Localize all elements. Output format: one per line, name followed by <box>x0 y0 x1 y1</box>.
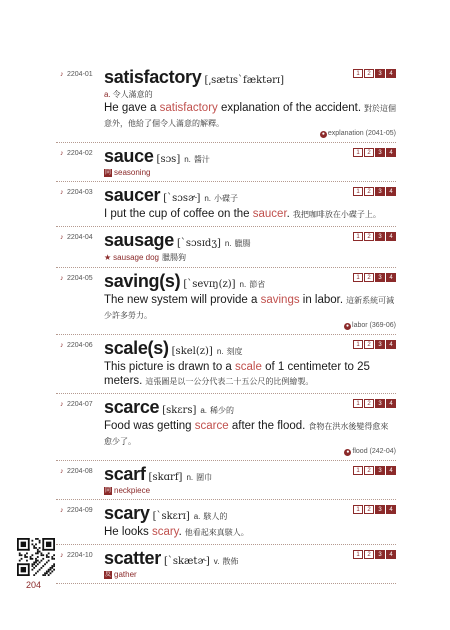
entry-number-text: 2204-05 <box>67 275 93 282</box>
pronunciation: [`sɔsɚ] <box>163 193 201 204</box>
level-mark-3: 3 <box>375 550 385 559</box>
qr-module <box>17 538 19 551</box>
audio-note-icon[interactable]: ♪ <box>60 71 64 78</box>
level-mark-1: 1 <box>353 232 363 241</box>
chinese-meaning: 稀少的 <box>210 406 235 415</box>
entry-7 <box>56 394 396 461</box>
cross-reference[interactable] <box>104 130 396 138</box>
qr-module <box>37 538 39 540</box>
reference-icon: ● <box>346 449 350 455</box>
cross-reference[interactable] <box>104 448 396 456</box>
level-mark-4: 4 <box>386 148 396 157</box>
qr-module <box>31 563 33 565</box>
qr-module <box>42 538 55 540</box>
qr-module <box>28 538 30 551</box>
qr-module <box>39 562 41 564</box>
entry-number-text: 2204-08 <box>67 468 93 475</box>
audio-note-icon[interactable]: ♪ <box>60 150 64 157</box>
qr-module <box>50 569 52 571</box>
qr-module <box>53 563 55 565</box>
headword: scale(s) <box>104 338 169 358</box>
example-after: . <box>286 208 290 220</box>
qr-module <box>39 547 41 549</box>
related-word <box>104 570 396 579</box>
level-marks <box>353 399 396 408</box>
entry-5 <box>56 268 396 335</box>
qr-module <box>31 543 33 545</box>
qr-module <box>39 542 41 544</box>
qr-code <box>17 538 55 576</box>
entry-number <box>60 342 93 349</box>
qr-module <box>37 556 39 558</box>
qr-module <box>46 556 48 558</box>
reference-text: flood (242-04) <box>352 448 396 455</box>
example-after: explanation of the accident. <box>217 102 362 114</box>
level-marks <box>353 69 396 78</box>
level-mark-3: 3 <box>375 466 385 475</box>
qr-module <box>35 558 37 560</box>
entry-number <box>60 234 93 241</box>
pronunciation: [skɛrs] <box>162 405 197 416</box>
qr-module <box>41 554 43 556</box>
phrase-line <box>104 252 396 263</box>
pronunciation: [skɑrf] <box>148 472 183 483</box>
qr-module <box>48 552 50 554</box>
qr-module <box>31 569 33 571</box>
level-mark-1: 1 <box>353 505 363 514</box>
related-word <box>104 168 396 177</box>
qr-module <box>17 549 30 551</box>
level-mark-2: 2 <box>364 69 374 78</box>
chinese-meaning: 令人滿意的 <box>112 90 153 99</box>
level-mark-2: 2 <box>364 505 374 514</box>
entry-3 <box>56 182 396 227</box>
qr-module <box>19 552 21 554</box>
level-mark-1: 1 <box>353 273 363 282</box>
level-mark-1: 1 <box>353 148 363 157</box>
level-mark-4: 4 <box>386 399 396 408</box>
qr-module <box>31 540 33 542</box>
entry-6 <box>56 335 396 394</box>
qr-module <box>42 554 44 556</box>
headword: sausage <box>104 230 174 250</box>
qr-module <box>33 567 35 569</box>
qr-module <box>46 571 48 573</box>
example-chinese: 這張圖是以一公分代表二十五公尺的比例繪製。 <box>145 377 314 386</box>
headword: scarf <box>104 464 146 484</box>
level-marks <box>353 505 396 514</box>
pronunciation: [`skætɚ] <box>163 556 210 567</box>
qr-module <box>19 560 21 562</box>
qr-module <box>37 549 39 551</box>
qr-module <box>35 572 37 574</box>
qr-module <box>37 552 39 554</box>
chinese-meaning: 節省 <box>249 280 266 289</box>
level-mark-3: 3 <box>375 399 385 408</box>
example-before: He looks <box>104 526 152 538</box>
entry-number-text: 2204-10 <box>67 552 93 559</box>
example-chinese: 我把咖啡放在小碟子上。 <box>292 210 381 219</box>
level-mark-3: 3 <box>375 505 385 514</box>
qr-module <box>51 571 53 573</box>
level-marks <box>353 187 396 196</box>
level-mark-4: 4 <box>386 273 396 282</box>
qr-module <box>17 563 30 565</box>
part-of-speech: a. <box>193 512 201 521</box>
example-chinese: 他看起來真駭人。 <box>184 528 249 537</box>
qr-module <box>30 558 32 560</box>
example-chinese: 食物在洪水後變得愈來愈少了。 <box>104 422 389 446</box>
example-highlight: scale <box>235 361 262 373</box>
qr-module <box>41 567 43 569</box>
antonym-box-icon: 同 <box>104 487 111 494</box>
entry-number-text: 2204-06 <box>67 342 93 349</box>
qr-module <box>33 547 35 549</box>
level-mark-1: 1 <box>353 550 363 559</box>
qr-module <box>35 543 37 545</box>
qr-module <box>41 552 43 554</box>
level-mark-1: 1 <box>353 399 363 408</box>
qr-module <box>21 558 23 560</box>
entry-number-text: 2204-07 <box>67 401 93 408</box>
example-sentence <box>104 207 396 222</box>
entry-number <box>60 552 93 559</box>
entry-number <box>60 275 93 282</box>
level-marks <box>353 148 396 157</box>
entry-number <box>60 507 93 514</box>
qr-module <box>42 538 44 551</box>
qr-module <box>26 556 28 558</box>
qr-module <box>21 567 26 572</box>
pronunciation: [`sɔsɪdʒ] <box>176 238 221 249</box>
level-marks <box>353 273 396 282</box>
qr-module <box>51 565 53 567</box>
qr-module <box>41 560 43 562</box>
qr-module <box>53 554 55 556</box>
qr-module <box>42 558 44 560</box>
part-of-speech: n. <box>216 347 224 356</box>
qr-module <box>53 565 55 567</box>
qr-module <box>35 552 37 554</box>
qr-module <box>46 562 48 564</box>
qr-module <box>42 565 44 567</box>
reference-text: labor (369-06) <box>352 322 396 329</box>
pronunciation: [`skɛrɪ] <box>152 511 190 522</box>
headword: satisfactory <box>104 67 202 87</box>
qr-module <box>33 562 35 564</box>
phrase-text: sausage dog <box>113 253 159 262</box>
qr-module <box>35 562 37 564</box>
qr-module <box>48 569 50 571</box>
qr-module <box>26 560 28 562</box>
chinese-meaning: 刻度 <box>226 347 243 356</box>
audio-note-icon[interactable]: ♪ <box>60 275 64 282</box>
level-mark-3: 3 <box>375 340 385 349</box>
chinese-meaning: 散佈 <box>222 557 239 566</box>
headword: saving(s) <box>104 271 181 291</box>
level-mark-4: 4 <box>386 505 396 514</box>
entry-number-text: 2204-03 <box>67 189 93 196</box>
chinese-meaning: 圍巾 <box>196 473 213 482</box>
entry-10 <box>56 545 396 584</box>
audio-note-icon[interactable]: ♪ <box>60 552 64 559</box>
qr-module <box>39 540 41 542</box>
example-sentence <box>104 101 396 131</box>
entry-number <box>60 189 93 196</box>
headword: scatter <box>104 548 161 568</box>
part-of-speech: a. <box>104 90 111 99</box>
level-mark-2: 2 <box>364 232 374 241</box>
part-of-speech: v. <box>213 557 220 566</box>
qr-module <box>39 551 41 553</box>
chinese-meaning: 醬汁 <box>193 155 210 164</box>
related-word-text: gather <box>114 570 137 579</box>
reference-text: explanation (2041-05) <box>327 130 396 137</box>
example-after: in labor. <box>299 294 344 306</box>
entry-9 <box>56 500 396 545</box>
level-mark-2: 2 <box>364 273 374 282</box>
qr-module <box>26 552 28 554</box>
level-mark-2: 2 <box>364 399 374 408</box>
headword: scarce <box>104 397 160 417</box>
level-mark-3: 3 <box>375 232 385 241</box>
qr-module <box>30 556 32 558</box>
entry-number-text: 2204-04 <box>67 234 93 241</box>
qr-module <box>46 542 51 547</box>
related-word-text: seasoning <box>114 168 151 177</box>
chinese-meaning: 臘腸 <box>234 239 251 248</box>
qr-module <box>48 574 50 576</box>
antonym-box-icon: 同 <box>104 169 111 176</box>
qr-module <box>37 563 39 565</box>
qr-module <box>53 558 55 560</box>
level-mark-1: 1 <box>353 340 363 349</box>
entry-number <box>60 150 93 157</box>
example-highlight: saucer <box>252 208 287 220</box>
part-of-speech: n. <box>204 194 212 203</box>
level-mark-3: 3 <box>375 148 385 157</box>
example-after: of 1 centimeter to 25 meters. <box>104 361 370 387</box>
part-of-speech: n. <box>239 280 247 289</box>
pronunciation: [`sevɪŋ(z)] <box>183 279 236 290</box>
entry-2 <box>56 143 396 182</box>
qr-module <box>33 563 35 565</box>
qr-module <box>48 556 50 558</box>
level-mark-4: 4 <box>386 69 396 78</box>
level-mark-2: 2 <box>364 550 374 559</box>
definition-line <box>104 89 396 100</box>
level-mark-4: 4 <box>386 466 396 475</box>
qr-module <box>50 567 52 569</box>
reference-icon: ● <box>321 131 325 137</box>
entry-number <box>60 71 93 78</box>
audio-note-icon[interactable]: ♪ <box>60 507 64 514</box>
qr-module <box>35 547 37 549</box>
qr-module <box>51 558 53 560</box>
example-before: He gave a <box>104 102 160 114</box>
headword: scary <box>104 503 150 523</box>
example-before: I put the cup of coffee on the <box>104 208 253 220</box>
qr-module <box>37 571 39 573</box>
reference-icon: ● <box>346 323 350 329</box>
level-mark-1: 1 <box>353 466 363 475</box>
qr-module <box>17 574 30 576</box>
chinese-meaning: 駭人的 <box>203 512 228 521</box>
headword: sauce <box>104 146 154 166</box>
qr-module <box>35 560 37 562</box>
qr-module <box>46 554 48 556</box>
pronunciation: [skel(z)] <box>171 346 213 357</box>
level-mark-4: 4 <box>386 550 396 559</box>
level-marks <box>353 550 396 559</box>
pronunciation: [͵sætɪs`fæktərɪ] <box>204 75 284 86</box>
qr-module <box>19 554 21 556</box>
phrase-chinese: 臘腸狗 <box>162 253 186 262</box>
qr-module <box>44 574 46 576</box>
level-mark-2: 2 <box>364 187 374 196</box>
chinese-meaning: 小碟子 <box>214 194 239 203</box>
level-mark-4: 4 <box>386 232 396 241</box>
qr-module <box>28 563 30 576</box>
example-highlight: savings <box>260 294 300 306</box>
pronunciation: [sɔs] <box>156 154 181 165</box>
level-marks <box>353 340 396 349</box>
example-after: after the flood. <box>228 420 306 432</box>
level-mark-1: 1 <box>353 187 363 196</box>
example-highlight: scarce <box>194 420 229 432</box>
example-highlight: satisfactory <box>159 102 218 114</box>
example-before: Food was getting <box>104 420 195 432</box>
level-mark-3: 3 <box>375 273 385 282</box>
example-sentence <box>104 419 396 449</box>
page-number: 204 <box>26 580 42 590</box>
level-mark-3: 3 <box>375 69 385 78</box>
qr-module <box>31 565 33 567</box>
entry-8 <box>56 461 396 500</box>
level-mark-2: 2 <box>364 148 374 157</box>
example-sentence <box>104 293 396 323</box>
level-mark-4: 4 <box>386 340 396 349</box>
qr-module <box>48 560 50 562</box>
qr-module <box>48 571 50 573</box>
dictionary-page <box>56 64 396 584</box>
antonym-box-icon: 反 <box>104 571 111 578</box>
audio-note-icon[interactable]: ♪ <box>60 342 64 349</box>
example-chinese: 這新系統可減少許多勞力。 <box>104 296 395 320</box>
qr-module <box>35 565 37 567</box>
qr-module <box>44 572 46 574</box>
audio-note-icon[interactable]: ♪ <box>60 468 64 475</box>
qr-module <box>42 549 55 551</box>
qr-module <box>24 554 26 556</box>
star-icon: ★ <box>104 253 112 262</box>
part-of-speech: n. <box>184 155 191 164</box>
qr-module <box>24 556 26 558</box>
qr-module <box>35 538 37 540</box>
example-sentence <box>104 525 396 540</box>
qr-module <box>21 542 26 547</box>
part-of-speech: n. <box>224 239 232 248</box>
level-mark-4: 4 <box>386 187 396 196</box>
part-of-speech: a. <box>200 406 208 415</box>
audio-note-icon[interactable]: ♪ <box>60 189 64 196</box>
entry-number <box>60 468 93 475</box>
entry-number-text: 2204-02 <box>67 150 93 157</box>
qr-module <box>53 538 55 551</box>
qr-module <box>44 563 46 565</box>
example-highlight: scary <box>151 526 179 538</box>
qr-module <box>33 574 35 576</box>
audio-note-icon[interactable]: ♪ <box>60 234 64 241</box>
qr-module <box>37 560 39 562</box>
entry-number-text: 2204-01 <box>67 71 93 78</box>
example-sentence <box>104 360 396 389</box>
qr-module <box>53 569 55 571</box>
qr-module <box>33 545 35 547</box>
qr-module <box>50 572 52 574</box>
qr-module <box>31 554 33 556</box>
part-of-speech: n. <box>186 473 194 482</box>
entry-number <box>60 401 93 408</box>
qr-module <box>21 554 23 556</box>
qr-module <box>51 556 53 558</box>
qr-module <box>42 574 44 576</box>
entry-1 <box>56 64 396 143</box>
qr-module <box>46 572 48 574</box>
qr-module <box>17 538 30 540</box>
level-mark-1: 1 <box>353 69 363 78</box>
example-before: This picture is drawn to a <box>104 361 236 373</box>
entry-number-text: 2204-09 <box>67 507 93 514</box>
level-mark-2: 2 <box>364 340 374 349</box>
example-before: The new system will provide a <box>104 294 261 306</box>
level-mark-3: 3 <box>375 187 385 196</box>
example-chinese: 對於這個意外，他給了個令人滿意的解釋。 <box>104 104 397 128</box>
qr-module <box>51 567 53 569</box>
qr-module <box>37 551 39 553</box>
related-word-text: neckpiece <box>114 486 151 495</box>
qr-module <box>31 558 33 560</box>
entry-4 <box>56 227 396 268</box>
example-after: . <box>178 526 182 538</box>
cross-reference[interactable] <box>104 322 396 330</box>
qr-module <box>17 563 19 576</box>
level-marks <box>353 232 396 241</box>
related-word <box>104 486 396 495</box>
level-marks <box>353 466 396 475</box>
level-mark-2: 2 <box>364 466 374 475</box>
audio-note-icon[interactable]: ♪ <box>60 401 64 408</box>
headword: saucer <box>104 185 161 205</box>
qr-module <box>39 569 41 571</box>
